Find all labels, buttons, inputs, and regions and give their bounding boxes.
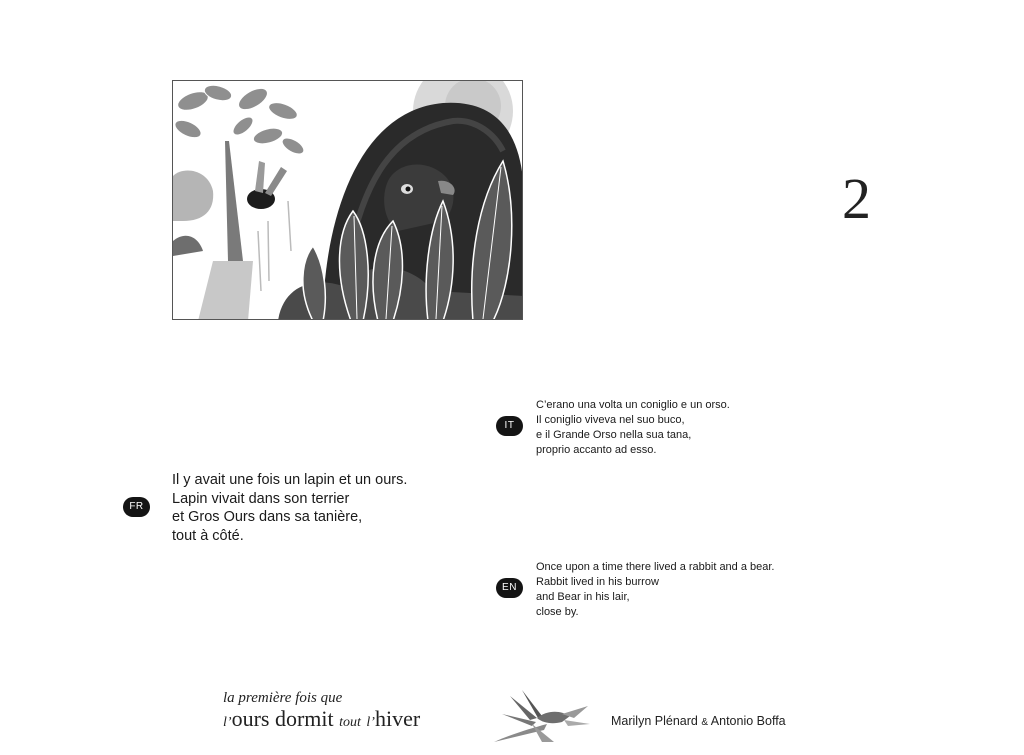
book-title-line2 [223,707,420,735]
book-title [223,690,420,735]
text-line: et Gros Ours dans sa tanière, [172,509,363,525]
french-text [172,471,407,545]
title-article: l’ [223,715,232,730]
rabbit-shape [247,161,287,209]
text-line: close by. [536,606,579,618]
title-main: ours dormit [231,706,334,731]
text-line: Il coniglio viveva nel suo buco, [536,414,685,426]
author-ampersand: & [701,717,708,728]
text-line: Il y avait une fois un lapin et un ours. [172,472,408,488]
language-badge-it: IT [496,416,523,436]
author-1: Marilyn Plénard [611,714,698,728]
language-badge-en: EN [496,578,523,598]
tree-leaves [173,83,306,158]
title-tout: tout [339,715,361,730]
bear-and-rabbit-illustration [172,80,523,320]
text-line: C’erano una volta un coniglio e un orso. [536,399,730,411]
tree-trunk [225,141,243,261]
book-title-line1: la première fois que [223,690,343,706]
text-line: Once upon a time there lived a rabbit and a bear. [536,561,775,573]
text-line: Rabbit lived in his burrow [536,576,659,588]
page-number: 2 [842,166,871,231]
text-line: proprio accanto ad esso. [536,444,657,456]
title-article-2: l’ [366,715,375,730]
authors [611,714,786,728]
text-line: and Bear in his lair, [536,591,630,603]
text-line: Lapin vivait dans son terrier [172,490,350,507]
italian-text [536,398,730,458]
author-2: Antonio Boffa [710,714,786,728]
language-badge-fr: FR [123,497,150,517]
text-line: tout à côté. [172,527,244,544]
english-text [536,560,775,620]
bird-logo-icon [492,684,592,751]
title-hiver: hiver [374,706,421,731]
text-line: e il Grande Orso nella sua tana, [536,429,692,441]
